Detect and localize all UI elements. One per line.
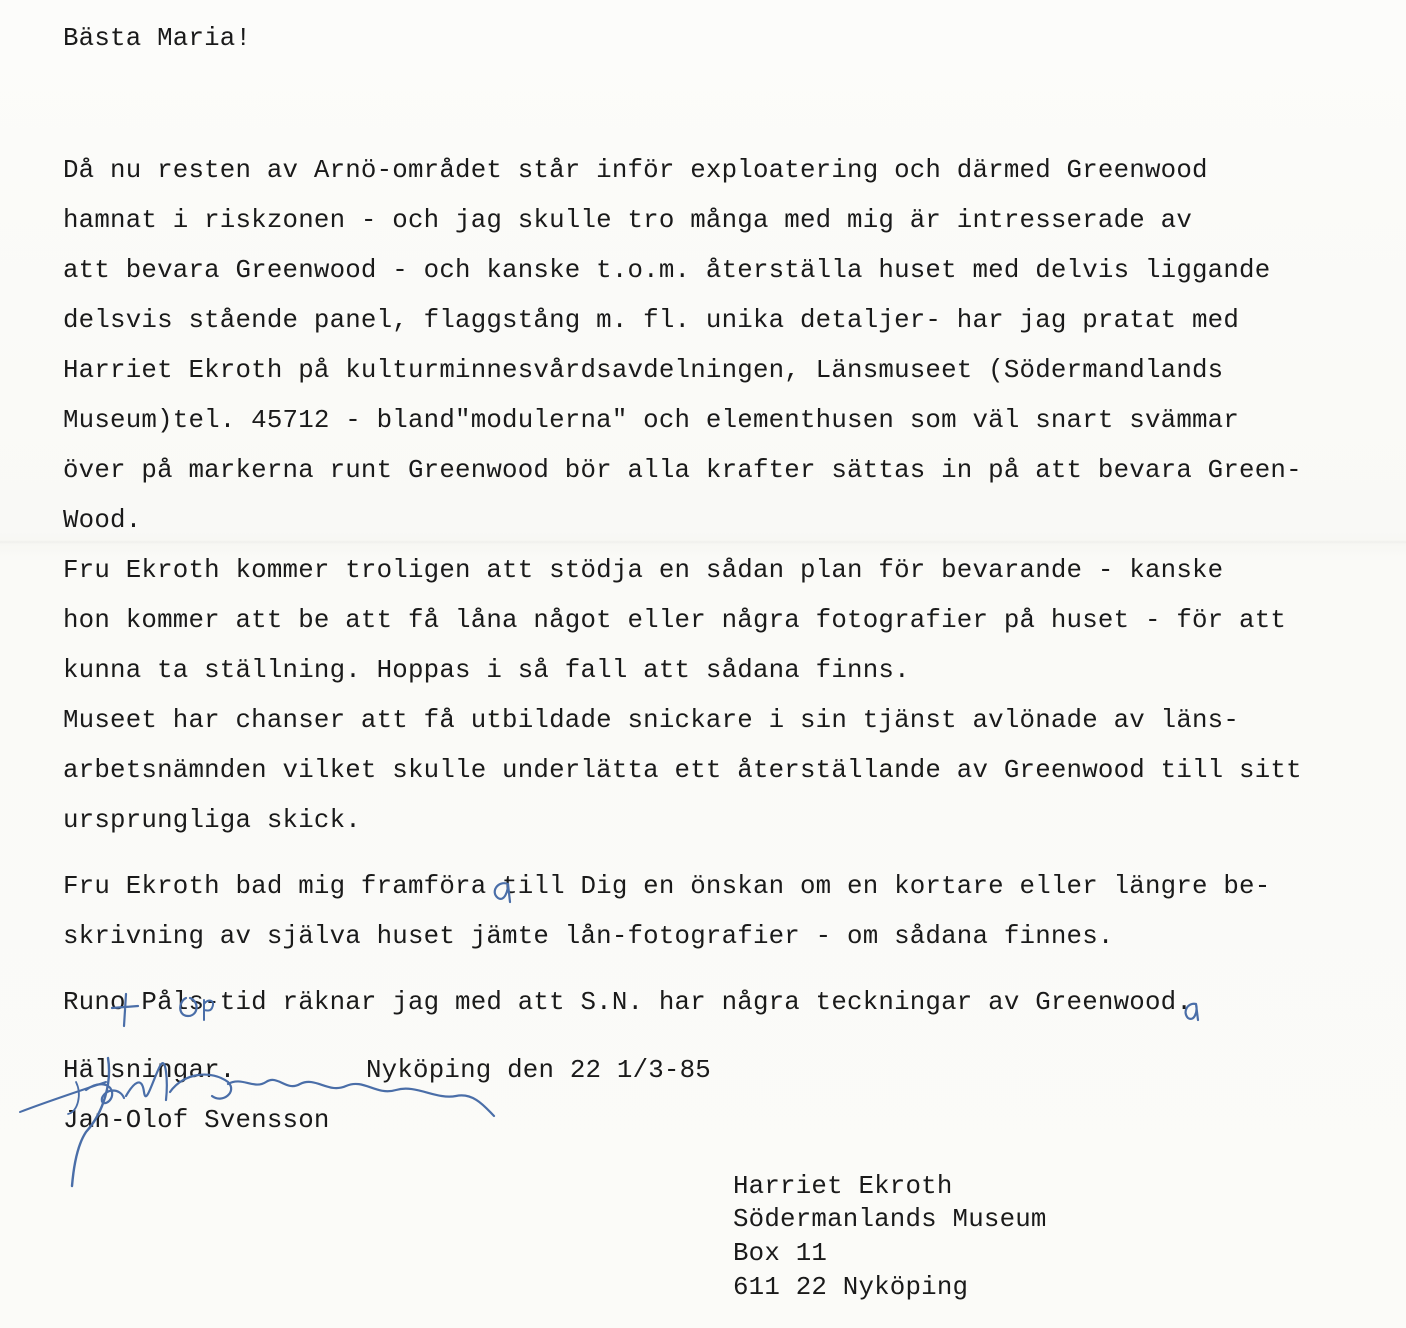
paragraph-4-line-2: skrivning av själva huset jämte lån-fotografier - om sådana finnes. — [63, 922, 1114, 951]
paragraph-1-line-8: Wood. — [63, 506, 142, 535]
paragraph-2-line-2: hon kommer att be att få låna något eller några fotografier på huset - för att — [63, 606, 1287, 635]
handwritten-runo-correction — [108, 990, 228, 1030]
recipient-line-2: Södermanlands Museum — [733, 1205, 1047, 1234]
paragraph-3-line-2: arbetsnämnden vilket skulle underlätta ett återställande av Greenwood till sitt — [63, 756, 1302, 785]
paragraph-5: Runo Påls-tid räknar jag med att S.N. har några teckningar av Greenwood. — [63, 988, 1193, 1017]
recipient-line-3: Box 11 — [733, 1239, 828, 1268]
paragraph-1-line-1: Då nu resten av Arnö-området står inför exploatering och därmed Greenwood — [63, 156, 1208, 185]
paragraph-1-line-2: hamnat i riskzonen - och jag skulle tro många med mig är intresserade av — [63, 206, 1193, 235]
paragraph-1-line-4: delsvis stående panel, flaggstång m. fl. unika detaljer- har jag pratat med — [63, 306, 1240, 335]
greeting: Bästa Maria! — [63, 24, 252, 53]
paragraph-3-line-1: Museet har chanser att få utbildade snickare i sin tjänst avlönade av läns- — [63, 706, 1240, 735]
paragraph-1-line-5: Harriet Ekroth på kulturminnesvårdsavdelningen, Länsmuseet (Södermandlands — [63, 356, 1224, 385]
recipient-line-4: 611 22 Nyköping — [733, 1273, 969, 1302]
paragraph-1-line-3: att bevara Greenwood - och kanske t.o.m. återställa huset med delvis liggande — [63, 256, 1271, 285]
sender-name: Jan-Olof Svensson — [63, 1106, 330, 1135]
recipient-line-1: Harriet Ekroth — [733, 1172, 953, 1201]
paragraph-2-line-3: kunna ta ställning. Hoppas i så fall att sådana finns. — [63, 656, 910, 685]
paragraph-2-line-1: Fru Ekroth kommer troligen att stödja en sådan plan för bevarande - kanske — [63, 556, 1224, 585]
closing: Hälsningar. — [63, 1056, 236, 1085]
paragraph-1-line-6: Museum)tel. 45712 - bland"modulerna" och elementhusen som väl snart svämmar — [63, 406, 1240, 435]
paper-fold — [0, 540, 1406, 544]
place-date: Nyköping den 22 1/3-85 — [366, 1056, 711, 1085]
signature — [16, 1052, 506, 1192]
paragraph-1-line-7: över på markerna runt Greenwood bör alla krafter sättas in på att bevara Green- — [63, 456, 1302, 485]
paragraph-3-line-3: ursprungliga skick. — [63, 806, 361, 835]
handwritten-w-correction — [1176, 996, 1206, 1026]
paragraph-4-line-1: Fru Ekroth bad mig framföra till Dig en önskan om en kortare eller längre be- — [63, 872, 1271, 901]
handwritten-a-correction — [480, 870, 520, 910]
